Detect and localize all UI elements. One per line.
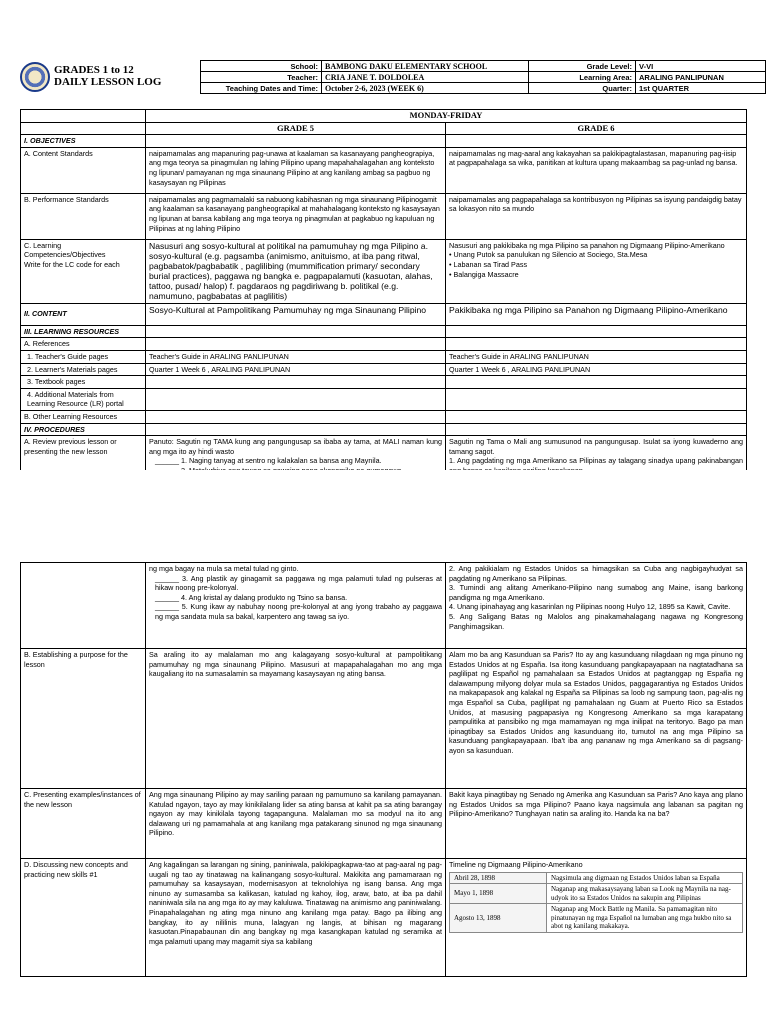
review-cont-g5 — [146, 563, 446, 649]
grade6-header: GRADE 6 — [446, 122, 747, 135]
timeline-row — [450, 884, 743, 904]
review-label: A. Review previous lesson or presenting the new lesson — [21, 436, 146, 482]
grade-level-value: V-VI — [636, 61, 766, 72]
lesson-log-page-1 — [0, 0, 768, 470]
page-gap — [0, 470, 768, 558]
other-resources-label: B. Other Learning Resources — [21, 410, 146, 423]
dates-label: Teaching Dates and Time: — [201, 83, 322, 94]
objectives-heading: I. OBJECTIVES — [21, 135, 146, 148]
grade5-header: GRADE 5 — [146, 122, 446, 135]
deped-seal-icon — [20, 62, 50, 92]
competencies-g6 — [446, 239, 747, 303]
presenting-label: C. Presenting examples/instances of the new lesson — [21, 789, 146, 859]
review-g6-intro: Sagutin ng Tama o Mali ang sumusunod na pangungusap. Isulat sa iyong kuwaderno ang tamang sagot. — [449, 437, 744, 456]
school-value: BAMBONG DAKU ELEMENTARY SCHOOL — [322, 61, 529, 72]
discussing-g6 — [446, 859, 747, 977]
review-g5-item: ______ 1. Naging tanyag at sentro ng kalakalan sa bansa ang Maynila. — [155, 456, 382, 466]
competencies-g6-item: • Unang Putok sa panulukan ng Silencio at Sociego, Sta.Mesa — [449, 250, 648, 260]
competencies-label-1: C. Learning — [24, 240, 62, 250]
additional-label — [21, 388, 146, 410]
presenting-g5: Ang mga sinaunang Pilipino ay may sariling paraan ng pamumuno sa kanilang pamayanan. Katulad ngayon, tayo ay may kinikilalang lider sa ating bansa at kahit pa sa ating barangay ngayon ay may kinikilala tayong tagapanguna. Malalaman mo sa modyul na ito ang dalawang uri ng pamamahala at ang kanilang mga patakarang sinunod ng mga sinaunang Pilipino. — [146, 789, 446, 859]
review-g5-item: ______ 4. Ang kristal ay dalang produkto ng Tsino sa bansa. — [155, 592, 348, 602]
timeline-row — [450, 872, 743, 884]
tg-g5: Teacher's Guide in ARALING PANLIPUNAN — [146, 350, 446, 363]
review-cont-g6 — [446, 563, 747, 649]
timeline-date: Agosto 13, 1898 — [450, 904, 547, 933]
quarter-label: Quarter: — [529, 83, 636, 94]
lm-label: 2. Learner's Materials pages — [21, 363, 146, 376]
content-standards-g6: naipamamalas ng mag-aaral ang kakayahan sa pakikipagtalastasan, mapanuring pag-iisip at pagpapahalaga sa wika, panitikan at kultura upang makaambag sa pag-unlad ng bansa. — [446, 147, 747, 193]
grade-level-label: Grade Level: — [529, 61, 636, 72]
timeline-date: Mayo 1, 1898 — [450, 884, 547, 904]
textbook-label: 3. Textbook pages — [21, 376, 146, 389]
review-g6-item: 4. Unang ipinahayag ang kasarinlan ng Pilipinas noong Hulyo 12, 1895 sa Kawit, Cavite. — [449, 602, 731, 612]
resources-heading: III. LEARNING RESOURCES — [21, 325, 146, 338]
review-g5-item: ______ 5. Kung ikaw ay nabuhay noong pre-kolonyal at ang iyong trabaho ay paggawa ng mga sandata mula sa bakal, karpentero ang tawag sa iyo. — [155, 602, 442, 621]
discussing-g5: Ang kagalingan sa larangan ng sining, paniniwala, pakikipagkapwa-tao at pag-aaral ng pag-uugali ng tao ay tinatawag na kalinangang sosyo-kultural. Makikita ang pamamaraan ng pamumuhay sa kasaysayan, modernisasyon at teknolohiya ng isang bansa. Ang mga ninuno ay sumasamba sa kalikasan, katulad ng kahoy, ilog, araw, bato, at iba pa dahil naniniwala sila na ang mga ito ay may kaluluwa. Tinatawag na animismo ang paniniwalang. Pinapahalagahan ng ating mga ninuno ang kanilang mga patay. Bago pa ilibing ang bangkay, ito ay nililinis muna, lalagyan ng langis, at bihisan ng magarang kasuotan.Pinapabaunan din ang bangkay ng mga kasangkapan katulad ng seramika at mga palamuti upang may magamit siya sa kabilang — [146, 859, 446, 977]
tg-g6: Teacher's Guide in ARALING PANLIPUNAN — [446, 350, 747, 363]
performance-standards-g5: naipamamalas ang pagmamalaki sa nabuong kabihasnan ng mga sinaunang Pilipinogamit ang kaalaman sa kasanayang pangheograpikal at mahahalagang konteksto ng kasaysayan ng lipunan at bansa kabilang ang mga teorya ng pinagmulan at pagkabuo ng kapuluan ng Pilipinas at ng lahing Pilipino — [146, 193, 446, 239]
title-line-2: DAILY LESSON LOG — [54, 76, 162, 88]
performance-standards-label: B. Performance Standards — [21, 193, 146, 239]
content-g5: Sosyo-Kultural at Pampolitikang Pamumuhay ng mga Sinaunang Pilipino — [146, 303, 446, 325]
review-g5-item: ______ 3. Ang plastik ay ginagamit sa paggawa ng mga palamuti tulad ng pulseras at hikaw noong pre-kolonyal. — [155, 573, 442, 593]
references-label: A. References — [21, 338, 146, 351]
content-heading: II. CONTENT — [21, 303, 146, 325]
content-g6: Pakikibaka ng mga Pilipino sa Panahon ng Digmaang Pilipino-Amerikano — [446, 303, 747, 325]
presenting-g6: Bakit kaya pinagtibay ng Senado ng Amerika ang Kasunduan sa Paris? Ano kaya ang plano ng Estados Unidos sa mga Pilipino? Paano kaya nagsimula ang labanan sa pagitan ng Pilipino-Amerikano? Tunghayan natin sa araling ito. Handa ka na ba? — [446, 789, 747, 859]
teacher-label: Teacher: — [201, 72, 322, 83]
competencies-g5: Nasusuri ang sosyo-kultural at politikal na pamumuhay ng mga Pilipino a. sosyo-kultural (e.g. pagsamba (animismo, anituismo, at iba pang ritwal, pagbabatok/pagbabatik , paglilibing (mummification primary/ secondary burial practices), paggawa ng bangka e. pagpapalamuti (kasuotan, alahas, tattoo, pusad/ halop) f. pagdaraos ng pagdiriwang b. politikal (e.g. namumuno, pagbabatas at paglilitis) — [146, 239, 446, 303]
review-cont-label — [21, 563, 146, 649]
learning-area-label: Learning Area: — [529, 72, 636, 83]
content-standards-label: A. Content Standards — [21, 147, 146, 193]
week-header: MONDAY-FRIDAY — [146, 110, 747, 123]
purpose-g5: Sa araling ito ay malalaman mo ang kalagayang sosyo-kultural at pampolitikang pamumuhay ng mga sinaunang Pilipino. Masusuri at mapapahalagahan mo ang mga kaugaliang ito na sumasalamin sa mayamang kasaysayan ng ating bansa. — [146, 649, 446, 789]
teacher-value: CRIA JANE T. DOLDOLEA — [322, 72, 529, 83]
review-g6-item: 5. Ang Saligang Batas ng Malolos ang pinakamahalagang nagawa ng Kongresong Panghimagsikan. — [449, 611, 743, 631]
quarter-value: 1st QUARTER — [636, 83, 766, 94]
timeline-date: Abril 28, 1898 — [450, 872, 547, 884]
review-g6-item: 3. Tumindi ang alitang Amerikano-Pilipino nang sumabog ang Maine, isang barkong pandigma ng mga Amerikano. — [449, 583, 743, 602]
review-g5-item: ng mga bagay na mula sa metal tulad ng ginto. — [149, 564, 299, 573]
discussing-label: D. Discussing new concepts and practicing new skills #1 — [21, 859, 146, 977]
content-standards-g5: naipamamalas ang mapanuring pag-unawa at kaalaman sa kasanayang pangheograpiya, ang mga teorya sa pinagmulan ng lahing Pilipino upang mapahahalagahan ang konteksto ng lipunan/ pamayanan ng mga sinaunang Pilipino at ang kanilang ambag sa pagbuo ng kasaysayan ng Pilipinas — [146, 147, 446, 193]
additional-label-2: Learning Resource (LR) portal — [27, 399, 124, 409]
empty-corner-2 — [21, 122, 146, 135]
learning-area-value: ARALING PANLIPUNAN — [636, 72, 766, 83]
lm-g6: Quarter 1 Week 6 , ARALING PANLIPUNAN — [446, 363, 747, 376]
review-g5-intro: Panuto: Sagutin ng TAMA kung ang pangungusap sa ibaba ay tama, at MALI naman kung ang mga ito ay hindi wasto — [149, 437, 442, 456]
competencies-g6-item: • Labanan sa Tirad Pass — [449, 259, 528, 269]
lesson-log-page-2 — [0, 558, 768, 1024]
timeline-table — [449, 872, 743, 933]
header-info-table — [200, 60, 766, 94]
timeline-event: Naganap ang makasaysayang laban sa Look ng Maynila na nag-udyok ito sa Estados Unidos na sakupin ang Pilipinas — [547, 884, 743, 904]
competencies-g6-intro: Nasusuri ang pakikibaka ng mga Pilipino sa panahon ng Digmaang Pilipino-Amerikano — [449, 240, 725, 250]
review-g6-item: 2. Ang pakikialam ng Estados Unidos sa himagsikan sa Cuba ang nagbigayhudyat sa pagdating ng Amerikano sa Pilipinas. — [449, 564, 743, 583]
competencies-label — [21, 239, 146, 303]
additional-label-1: 4. Additional Materials from — [27, 389, 114, 399]
timeline-event: Nagsimula ang digmaan ng Estados Unidos laban sa España — [547, 872, 743, 884]
review-g6-item: 1. Ang pagdating ng mga Amerikano sa Pilipinas ay talagang sinadya upang pakinabangan — [449, 456, 744, 466]
empty-corner — [21, 110, 146, 123]
competencies-g6-item: • Balangiga Massacre — [449, 269, 519, 279]
timeline-title: Timeline ng Digmaang Pilipino-Amerikano — [449, 860, 583, 869]
school-label: School: — [201, 61, 322, 72]
performance-standards-g6: naipamamalas ang pagpapahalaga sa kontribusyon ng Pilipinas sa isyung pandaigdig batay sa lokasyon nito sa mundo — [446, 193, 747, 239]
purpose-g6: Alam mo ba ang Kasunduan sa Paris? Ito ay ang kasunduang nilagdaan ng mga pinuno ng Estados Unidos at ng España. Isa itong kasunduang pangkapayapaan na nagtatadhana sa paglilipat ng Español ng pamahalaan sa Estados Unidos at pagtanggap ng España ng dalawampung milyong dolyar mula sa Estados Unidos, paggagarantiya ng Estados Unidos na makapapasok ang kalakal ng España sa Pilipinas sa loob ng sampung taon, pag-alis ng mga Español sa Cuba, paglilipat ng pamahalaan ng Guam at Puerto Rico sa Estados Unidos, at masusing pagpapasiya ng Kongresong Amerikano sa mga karapatang pampulitika at pansibiko ng mga mamamayan ng mga inilipat na teritoryo. Bago pa man ipinagtibay sa Estados Unidos ang kasunduang ito, tumutol na ang mga Pilipino sa kasunduang pangkapayapaan. Iba't iba ang pananaw ng mga Amerikano sa di pagsang-ayon sa kasunduan. — [446, 649, 747, 789]
tg-label: 1. Teacher's Guide pages — [21, 350, 146, 363]
competencies-label-2: Competencies/Objectives — [24, 250, 106, 260]
log-header — [20, 60, 746, 103]
competencies-label-3: Write for the LC code for each — [24, 259, 120, 269]
procedures-heading: IV. PROCEDURES — [21, 423, 146, 436]
lm-g5: Quarter 1 Week 6 , ARALING PANLIPUNAN — [146, 363, 446, 376]
lesson-log-table-cont — [20, 562, 747, 977]
timeline-row — [450, 904, 743, 933]
purpose-label: B. Establishing a purpose for the lesson — [21, 649, 146, 789]
lesson-log-table — [20, 109, 747, 482]
dates-value: October 2-6, 2023 (WEEK 6) — [322, 83, 529, 94]
title-line-1: GRADES 1 to 12 — [54, 64, 134, 76]
timeline-event: Naganap ang Mock Battle ng Manila. Sa pamamagitan nito pinatunayan ng mga Español na lumaban ang mga hukbo nito sa abot ng kanilang makakaya. — [547, 904, 743, 933]
